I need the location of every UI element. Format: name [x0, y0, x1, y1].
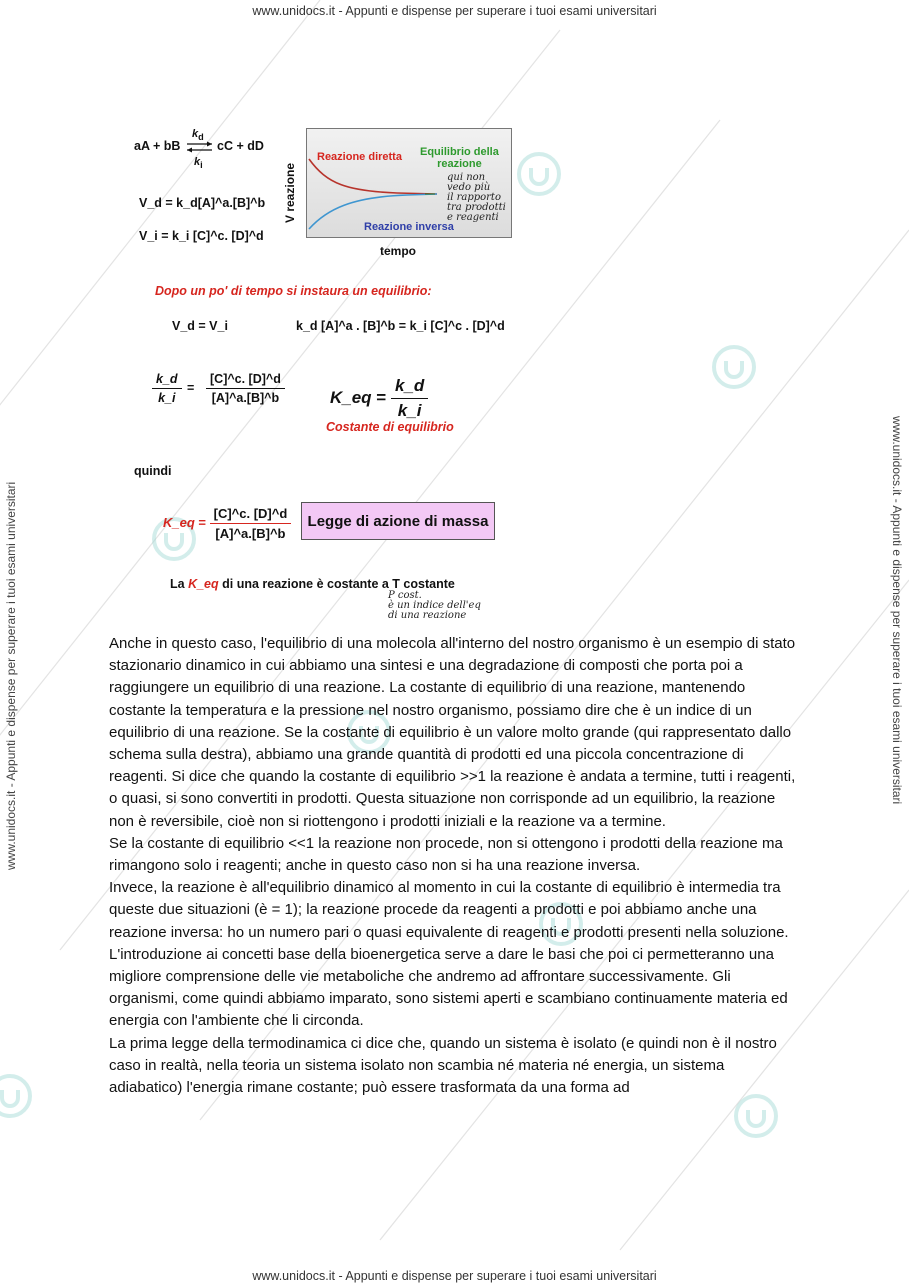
ratio-equals: =	[187, 381, 195, 395]
kd-ki-ratio: $\frac{k\_d}{k\_i}$	[152, 372, 182, 405]
page-header: www.unidocs.it - Appunti e dispense per superare i tuoi esami universitari	[252, 4, 657, 18]
constant-line: La K_eq di una reazione è costante a T costante	[170, 577, 455, 591]
reaction-products: cC + dD	[217, 139, 264, 153]
equilibrium-arrows-icon	[186, 141, 214, 153]
keq-formula: K_eq = $\frac{k\_d}{k\_i}$	[330, 376, 428, 421]
direct-reaction-curve	[309, 159, 437, 194]
paragraph: L'introduzione ai concetti base della bioenergetica serve a dare le basi che poi ci permetteranno una migliore comprensione delle vie metaboliche che andremo ad affrontare successivamente. Gli organismi, come quindi abbiamo imparato, sono sistemi aperti e scambiano continuamente materia ed energia con l'ambiente che li circonda.	[109, 945, 788, 1030]
graph-handwritten-note: qui non vedo più il rapporto tra prodotti e reagenti	[447, 172, 506, 223]
side-watermark-left: www.unidocs.it - Appunti e dispense per superare i tuoi esami universitari	[4, 481, 18, 870]
keq-final-formula: K_eq = $\frac{[C]\^{}c. [D]\^{}d}{[A]\^{}a.[B]\^{}b}$	[163, 506, 291, 541]
paragraph: Se la costante di equilibrio <<1 la reazione non procede, non si ottengono i prodotti della reazione ma rimangono solo i reagenti; anche in questo caso non si ha una reazione inversa.	[109, 834, 783, 875]
equilibrium-label: Equilibrio della reazione	[420, 146, 499, 170]
rates-equal-equation: k_d [A]^a . [B]^b = k_i [C]^c . [D]^d	[296, 319, 505, 333]
paragraph: Invece, la reazione è all'equilibrio dinamico al momento in cui la costante di equilibrio è intermedia tra queste due situazioni (è = 1); la reazione procede da reagenti a prodotti e poi abbiamo anche una reazione inversa: ho un numero pari o quasi equivalente di reagenti e prodotti presenti nella soluzione.	[109, 879, 789, 941]
quindi-label: quindi	[134, 464, 172, 478]
paragraph: La prima legge della termodinamica ci dice che, quando un sistema è isolato (e quindi non è il nostro caso in realtà, nella teoria un sistema isolato non scambia né materia né energia, un sistema adiabatico) l'energia rimane costante; può essere trasformata da una forma ad	[109, 1034, 777, 1097]
direct-reaction-label: Reazione diretta	[317, 151, 402, 163]
rate-graph	[306, 128, 512, 238]
concentration-ratio: $\frac{[C]\^{}c. [D]\^{}d}{[A]\^{}a.[B]\^{}b}$	[206, 372, 285, 405]
rate-constant-inverse: $k_i$	[194, 156, 203, 171]
body-text	[109, 633, 799, 1099]
page-footer: www.unidocs.it - Appunti e dispense per superare i tuoi esami universitari	[252, 1269, 657, 1283]
bottom-handwritten-note: P cost. è un indice dell'eq di una reazione	[388, 590, 481, 621]
reaction-reactants: aA + bB	[134, 139, 181, 153]
inverse-reaction-label: Reazione inversa	[364, 221, 454, 233]
vd-equation: V_d = k_d[A]^a.[B]^b	[139, 196, 266, 210]
mass-action-law-box: Legge di azione di massa	[301, 502, 495, 540]
paragraph: Anche in questo caso, l'equilibrio di una molecola all'interno del nostro organismo è un esempio di stato stazionario dinamico in cui abbiamo una sintesi e una degradazione di composti che porta poi a raggiungere un equilibrio di una reazione. La costante di equilibrio di una reazione, mantenendo costante la temperatura e la pressione nel nostro organismo, possiamo dire che è un indice di un equilibrio di una reazione. Se la costante di equilibrio è un valore molto grande (qui rappresentato dallo schema sulla destra), abbiamo una grande quantità di prodotti ed una piccola concentrazione di reagenti. Si dice che quando la costante di equilibrio >>1 la reazione è andata a termine, tutti i reagenti, o quasi, si sono convertiti in prodotti. Questa situazione non corrisponde ad un equilibrio, la reazione non è reversibile, cioè non si riottengono i prodotti iniziali e la reazione va a termine.	[109, 635, 796, 830]
keq-caption: Costante di equilibrio	[326, 420, 454, 434]
vi-equation: V_i = k_i [C]^c. [D]^d	[139, 229, 264, 243]
side-watermark-right: www.unidocs.it - Appunti e dispense per superare i tuoi esami universitari	[890, 416, 904, 805]
graph-y-axis-label: V reazione	[283, 162, 297, 223]
graph-x-axis-label: tempo	[380, 244, 416, 258]
vd-equals-vi: V_d = V_i	[172, 319, 228, 333]
equilibrium-heading: Dopo un po' di tempo si instaura un equilibrio:	[155, 284, 432, 298]
rate-constant-forward: $k_d$	[192, 128, 204, 143]
